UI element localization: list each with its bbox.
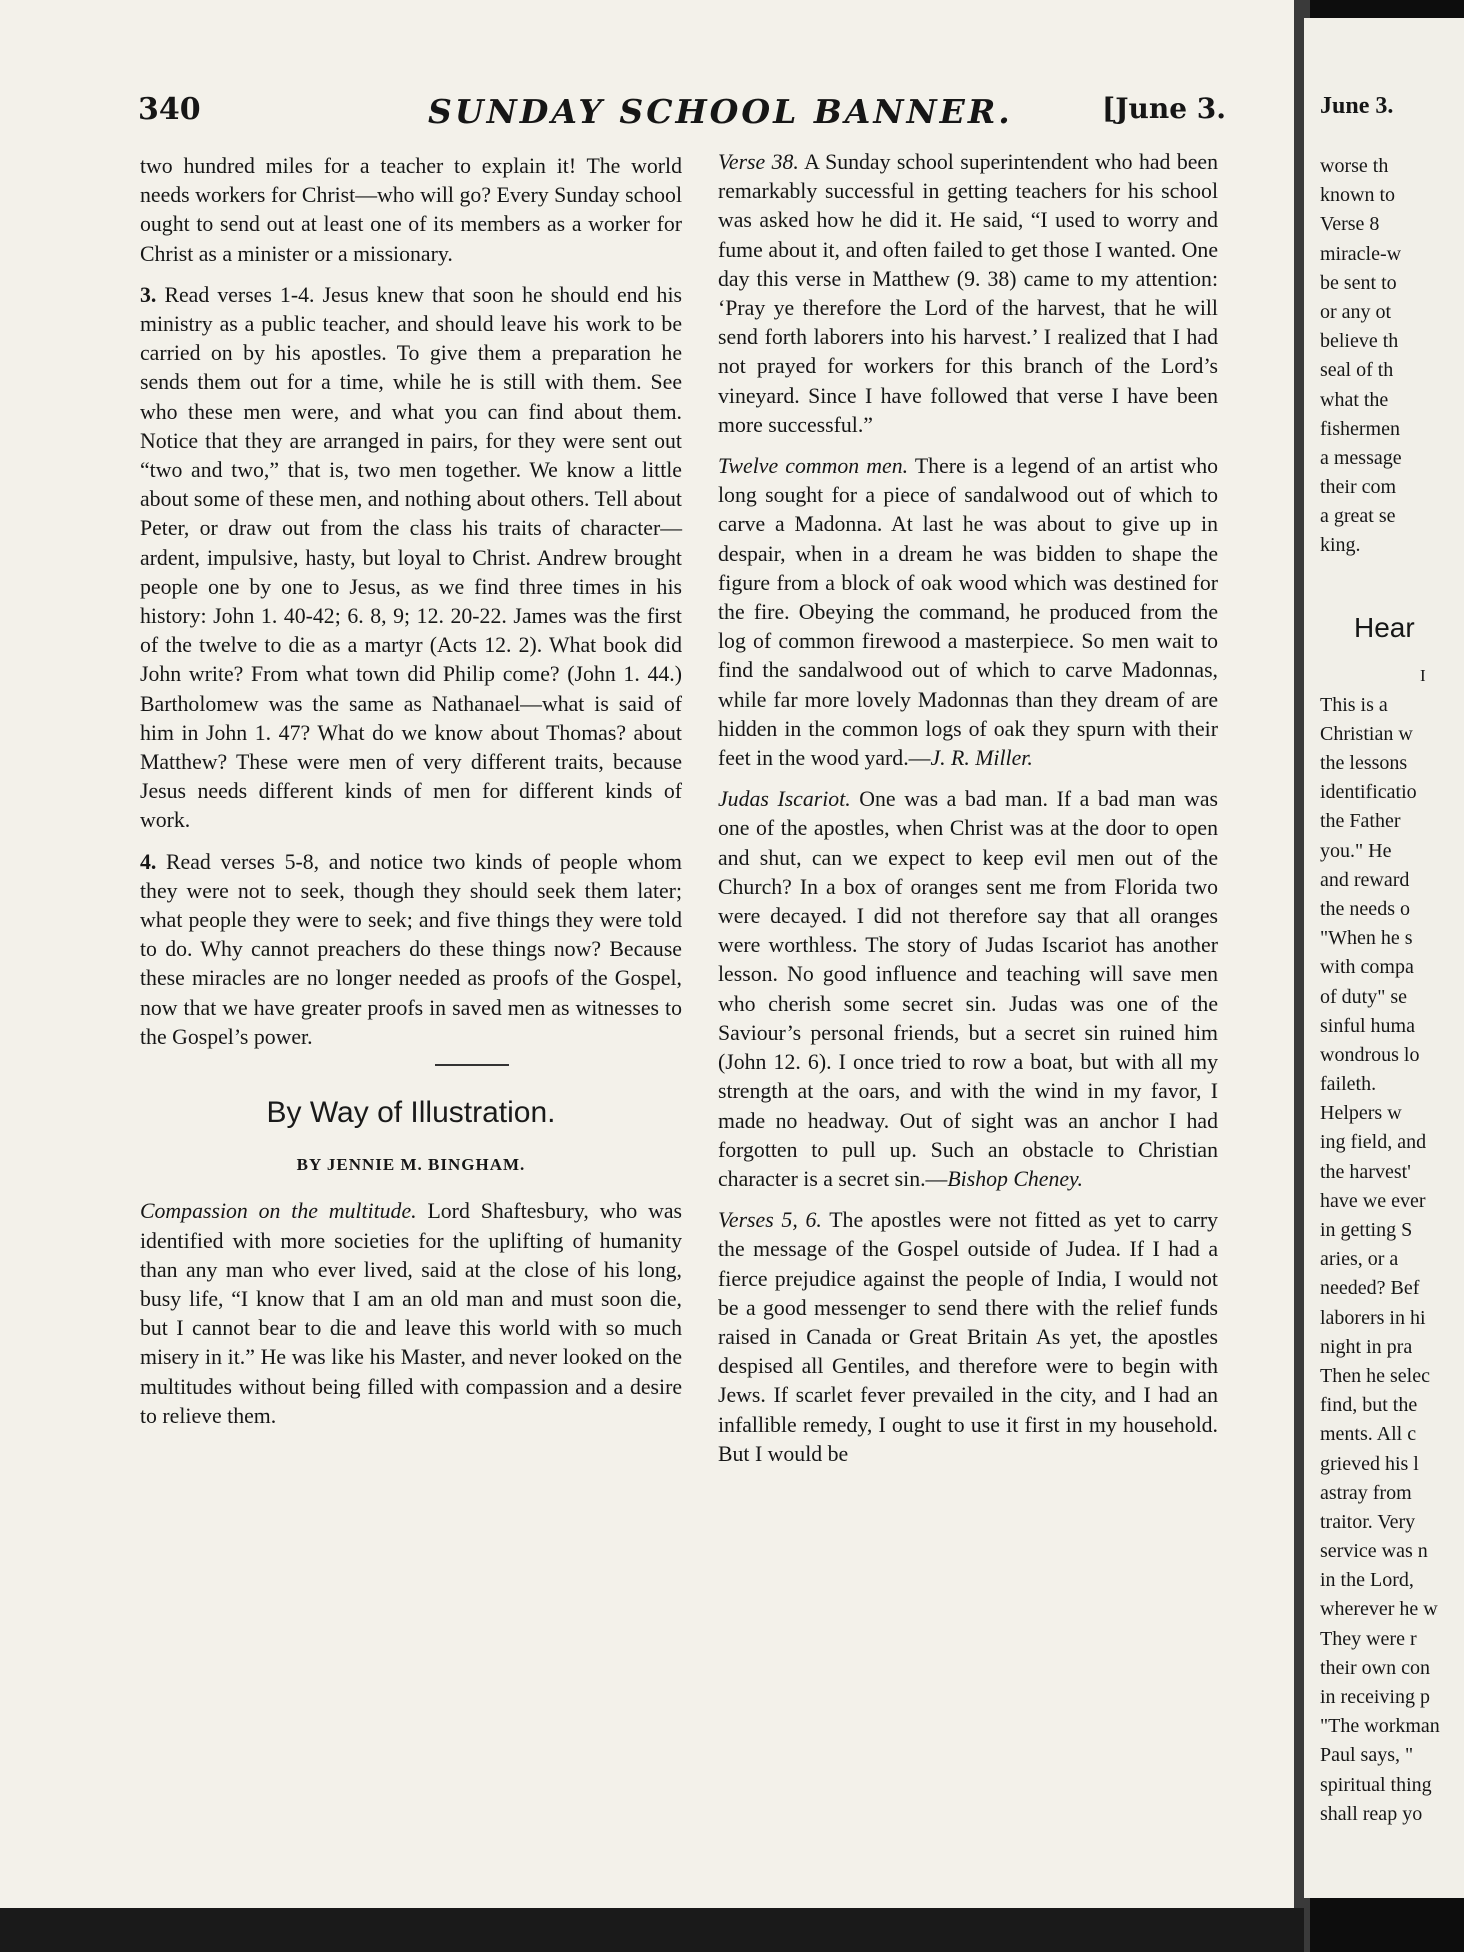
right-column-line: believe th — [1320, 330, 1399, 353]
section-title: By Way of Illustration. — [266, 1096, 556, 1130]
right-column-line: Then he selec — [1320, 1364, 1430, 1387]
right-column-line: in receiving p — [1320, 1686, 1430, 1708]
section-divider — [435, 1064, 509, 1066]
paragraph-text: Read verses 5-8, and notice two kinds of people whom they were not to seek, though they should seek them later; what people they were to seek; and five things they were told to do. Why cannot preachers do these things now? Because these miracles are no longer needed as proofs of the Gospel, now that we have greater proofs in saved men as witnesses to the Gospel’s power. — [140, 849, 682, 1049]
right-column-line: ments. All c — [1320, 1423, 1417, 1446]
right-column-line: Verse 8 — [1320, 213, 1380, 236]
right-page-date: June 3. — [1320, 93, 1394, 119]
illustration-verses-5-6 — [718, 1206, 1218, 1469]
right-column-line: have we ever — [1320, 1189, 1426, 1212]
right-column-line: "When he s — [1320, 927, 1413, 950]
right-column-line: you." He — [1320, 839, 1392, 862]
right-column-line: ing field, and — [1320, 1131, 1427, 1154]
right-column-top — [1320, 152, 1464, 561]
right-column-line: the harvest' — [1320, 1160, 1411, 1183]
scan-bottom-edge — [0, 1908, 1304, 1952]
running-date: [June 3. — [1102, 92, 1227, 125]
right-column-line: the Father — [1320, 810, 1401, 833]
right-section-heading: Hear — [1354, 611, 1415, 643]
right-column-line: with compa — [1320, 956, 1414, 979]
right-column-line: They were r — [1320, 1627, 1417, 1650]
illustration-lead: Compassion on the multitude. — [140, 1199, 417, 1224]
illustration-text: Lord Shaftesbury, who was identified with more societies for the uplifting of humanity than any man who ever lived, said at the close of his long, busy life, “I know that I am an old man and must soon die, but I cannot bear to die and leave this world with so much misery in it.” He was like his Master, and never looked on the multitudes without being filled with compassion and a desire to relieve them. — [140, 1199, 683, 1428]
illustration-twelve-men — [718, 452, 1218, 773]
author-signature: J. R. Miller. — [930, 746, 1033, 771]
paragraph-text: Read verses 1-4. Jesus knew that soon he should end his ministry as a public teacher, and should leave his work to be carried on by his apostles. To give them a preparation he sends them out for a time, while he is still with them. See who these men were, and what you can find about them. Notice that they are arranged in pairs, for they were sent out “two and two,” that is, two men together. We know a little about some of these men, and nothing about others. Tell about Peter, or draw out from the class his traits of character—ardent, impulsive, hasty, but loyal to Christ. Andrew brought people one by one to Jesus, as we find three times in his history: John 1. 40-42; 6. 8, 9; 12. 20-22. James was the first of the twelve to die as a martyr (Acts 12. 2). What book did John write? From what town did Philip come? (John 1. 44.) Bartholomew was the same as Nathanael—what is said of him in John 1. 47? What do we know about Thomas? about Matthew? These were men of very different traits, because Jesus needs different kinds of men for different kinds of work. — [140, 282, 682, 833]
right-column-line: faileth. — [1320, 1073, 1377, 1096]
right-column-line: seal of th — [1320, 359, 1394, 382]
right-column-line: be sent to — [1320, 271, 1397, 294]
paragraph-number: 3. — [140, 282, 157, 307]
right-column-line: worse th — [1320, 155, 1389, 177]
right-column-line: of duty" se — [1320, 985, 1408, 1008]
right-column-line: This is a — [1320, 693, 1388, 716]
left-column — [140, 152, 682, 1443]
right-column-line: grieved his l — [1320, 1452, 1419, 1475]
illustration-lead: Verses 5, 6. — [718, 1208, 822, 1233]
right-column-line: Christian w — [1320, 722, 1413, 745]
right-column-line: Helpers w — [1320, 1102, 1402, 1125]
right-column-line: known to — [1320, 184, 1395, 207]
right-column-line: miracle-w — [1320, 242, 1402, 265]
right-column-line: in the Lord, — [1320, 1569, 1414, 1592]
illustration-text: The apostles were not fitted as yet to carry the message of the Gospel outside of Judea. If I had a fierce prejudice against the people of India, I would not be a good messenger to send there with the relief funds raised in Canada or Great Britain As yet, the apostles despised all Gentiles, and therefore were to begin with Jews. If scarlet fever prevailed in the city, and I had an infallible remedy, I ought to use it first in my household. But I would be — [718, 1208, 1218, 1466]
right-column-line: and reward — [1320, 868, 1410, 891]
right-column-line: fishermen — [1320, 417, 1400, 440]
right-column-line: "The workman — [1320, 1715, 1440, 1738]
illustration-text: There is a legend of an artist who long sought for a piece of sandalwood out of which to carve a Madonna. At last he was about to give up in despair, when in a dream he was bidden to shape the figure from a block of oak wood which was destined for the fire. Obeying the command, he produced from the log of common firewood a masterpiece. So men wait to find the sandalwood out of which to carve Madonnas, while far more lovely Madonnas than they dream of are hidden in the common logs of oak they spurn with their feet in the wood yard.— — [718, 454, 1218, 771]
illustration-compassion — [140, 1197, 682, 1431]
right-column-line: or any ot — [1320, 300, 1392, 323]
right-column-line: service was n — [1320, 1540, 1428, 1563]
right-column-line: night in pra — [1320, 1335, 1413, 1358]
right-column-line: the needs o — [1320, 897, 1410, 920]
right-page-column — [1320, 92, 1464, 1829]
right-column-line: shall reap yo — [1320, 1802, 1423, 1825]
right-column-bottom — [1320, 691, 1464, 1829]
middle-column — [718, 148, 1218, 1481]
illustration-lead: Judas Iscariot. — [718, 787, 851, 812]
paragraph-number: 4. — [140, 849, 157, 874]
paragraph-continued: two hundred miles for a teacher to explain it! The world needs workers for Christ—who will go? Every Sunday school ought to send out at least one of its members as a worker for Christ as a minister or a missionary. — [140, 154, 682, 266]
right-column-line: wherever he w — [1320, 1598, 1438, 1621]
right-column-line: what the — [1320, 388, 1389, 411]
right-column-line: needed? Bef — [1320, 1277, 1420, 1300]
illustration-text: One was a bad man. If a bad man was one of the apostles, when Christ was at the door to open and shut, can we expect to keep evil men out of the Church? In a box of oranges sent me from Florida two were decayed. I did not therefore say that all oranges were worthless. The story of Judas Iscariot has another lesson. No good influence and teaching will save men who cherish some secret sin. Judas was one of the Saviour’s personal friends, but a secret sin ruined him (John 12. 6). I once tried to row a boat, but with all my strength at the oars, and with the wind in my favor, I made no headway. Out of sight was an anchor I had forgotten to pull up. Such an obstacle to Christian character is a secret sin.— — [718, 787, 1219, 1191]
right-column-line: a great se — [1320, 505, 1396, 528]
right-column-line: find, but the — [1320, 1394, 1418, 1417]
right-column-line: traitor. Very — [1320, 1510, 1416, 1533]
right-column-line: Paul says, " — [1320, 1744, 1414, 1767]
right-column-line: in getting S — [1320, 1219, 1413, 1241]
illustration-lead: Verse 38. — [718, 150, 799, 174]
right-column-line: sinful huma — [1320, 1014, 1415, 1037]
right-column-line: their own con — [1320, 1656, 1430, 1679]
paragraph-4 — [140, 848, 682, 1052]
page-number: 340 — [138, 92, 201, 127]
right-section-byline: I — [1420, 665, 1426, 685]
illustration-verse-38 — [718, 148, 1218, 440]
author-signature: Bishop Cheney. — [947, 1166, 1083, 1191]
illustration-lead: Twelve common men. — [718, 454, 909, 479]
right-column-line: wondrous lo — [1320, 1043, 1420, 1066]
paragraph-3 — [140, 281, 682, 836]
right-column-line: a message — [1320, 446, 1402, 469]
running-title: SUNDAY SCHOOL BANNER. — [428, 92, 1013, 131]
right-column-line: identificatio — [1320, 781, 1417, 804]
right-column-line: their com — [1320, 476, 1397, 499]
right-column-line: spiritual thing — [1320, 1773, 1432, 1796]
right-column-line: aries, or a — [1320, 1248, 1399, 1271]
illustration-text: A Sunday school superintendent who had been remarkably successful in getting teachers for his school was asked how he did it. He said, “I used to worry and fume about it, and often failed to get those I wanted. One day this verse in Matthew (9. 38) came to my attention: ‘Pray ye therefore the Lord of the harvest, that he will send forth laborers into his harvest.’ I realized that I had not prayed for workers for this branch of the Lord’s vineyard. Since I have followed that verse I have been more successful.” — [718, 150, 1218, 437]
right-column-line: the lessons — [1320, 752, 1408, 774]
right-column-line: astray from — [1320, 1481, 1412, 1504]
right-column-line: king. — [1320, 534, 1361, 557]
right-column-line: laborers in hi — [1320, 1306, 1426, 1329]
byline: BY JENNIE M. BINGHAM. — [296, 1155, 526, 1175]
illustration-judas — [718, 785, 1218, 1194]
